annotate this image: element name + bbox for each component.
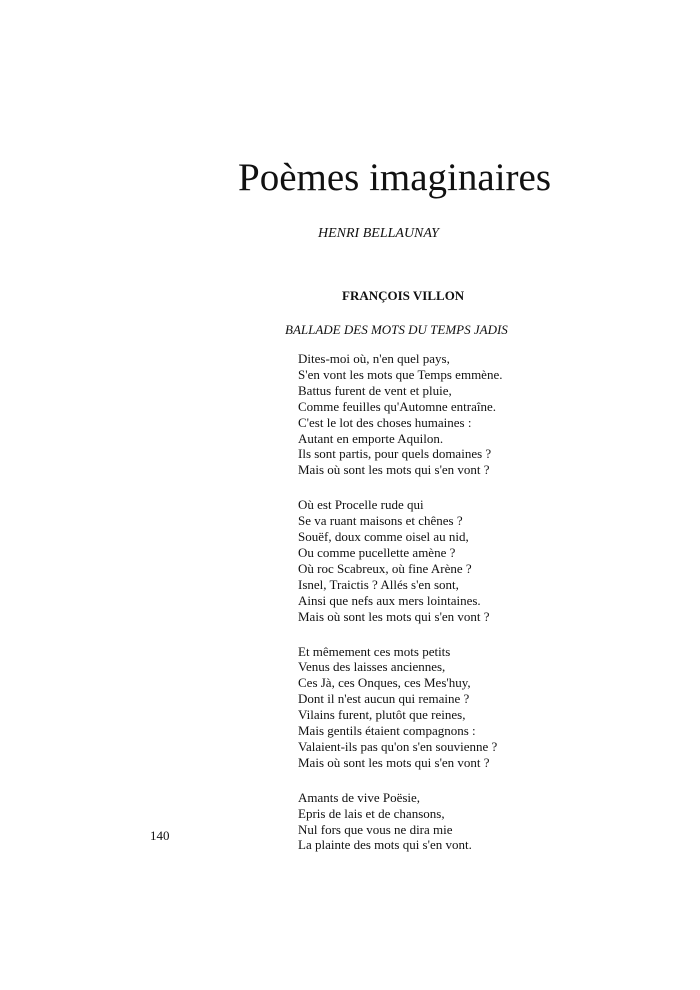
poem-line: Autant en emporte Aquilon. [298,430,444,446]
stanza-1 [298,351,502,478]
poem-line: Et mêmement ces mots petits [298,643,451,659]
poem-line: Vilains furent, plutôt que reines, [298,707,466,723]
poem-line: Mais où sont les mots qui s'en vont ? [298,754,490,770]
poem-line: Se va ruant maisons et chênes ? [298,513,463,529]
poem-title: BALLADE DES MOTS DU TEMPS JADIS [285,322,508,337]
poem-line: Valaient-ils pas qu'on s'en souvienne ? [298,738,498,754]
poem-line: Mais gentils étaient compagnons : [298,723,476,739]
poem-line: Où roc Scabreux, où fine Arène ? [298,560,472,576]
poem-line: C'est le lot des choses humaines : [298,414,472,430]
poem-line: Mais où sont les mots qui s'en vont ? [298,608,490,624]
author-name: HENRI BELLAUNAY [318,226,439,241]
poem-line: Comme feuilles qu'Automne entraîne. [298,398,497,414]
poem-line: Souëf, doux comme oisel au nid, [298,529,469,545]
poem-line: La plainte des mots qui s'en vont. [298,837,472,853]
poem-line: Où est Procelle rude qui [298,497,424,513]
page-title: Poèmes imaginaires [238,156,552,199]
poem-line: Isnel, Traictis ? Allés s'en sont, [298,576,459,592]
poem-line: Ils sont partis, pour quels domaines ? [298,446,492,462]
poem-line: Nul fors que vous ne dira mie [298,821,453,837]
poem-line: Venus des laisses anciennes, [298,659,446,675]
stanza-3 [298,644,502,771]
poem-line: Ces Jà, ces Onques, ces Mes'huy, [298,675,471,691]
poet-name: FRANÇOIS VILLON [342,288,465,303]
poem [298,351,502,872]
stanza-4 [298,790,502,854]
poem-line: Dites-moi où, n'en quel pays, [298,351,450,366]
poem-line: Dont il n'est aucun qui remaine ? [298,691,470,707]
page-number: 140 [150,828,170,843]
poem-line: Epris de lais et de chansons, [298,805,445,821]
poem-line: Battus furent de vent et pluie, [298,382,452,398]
poem-line: Amants de vive Poësie, [298,789,421,805]
poem-line: S'en vont les mots que Temps emmène. [298,366,503,382]
poem-line: Ainsi que nefs aux mers lointaines. [298,592,481,608]
stanza-2 [298,497,502,624]
poem-line: Ou comme pucellette amène ? [298,544,456,560]
poem-line: Mais où sont les mots qui s'en vont ? [298,462,490,478]
